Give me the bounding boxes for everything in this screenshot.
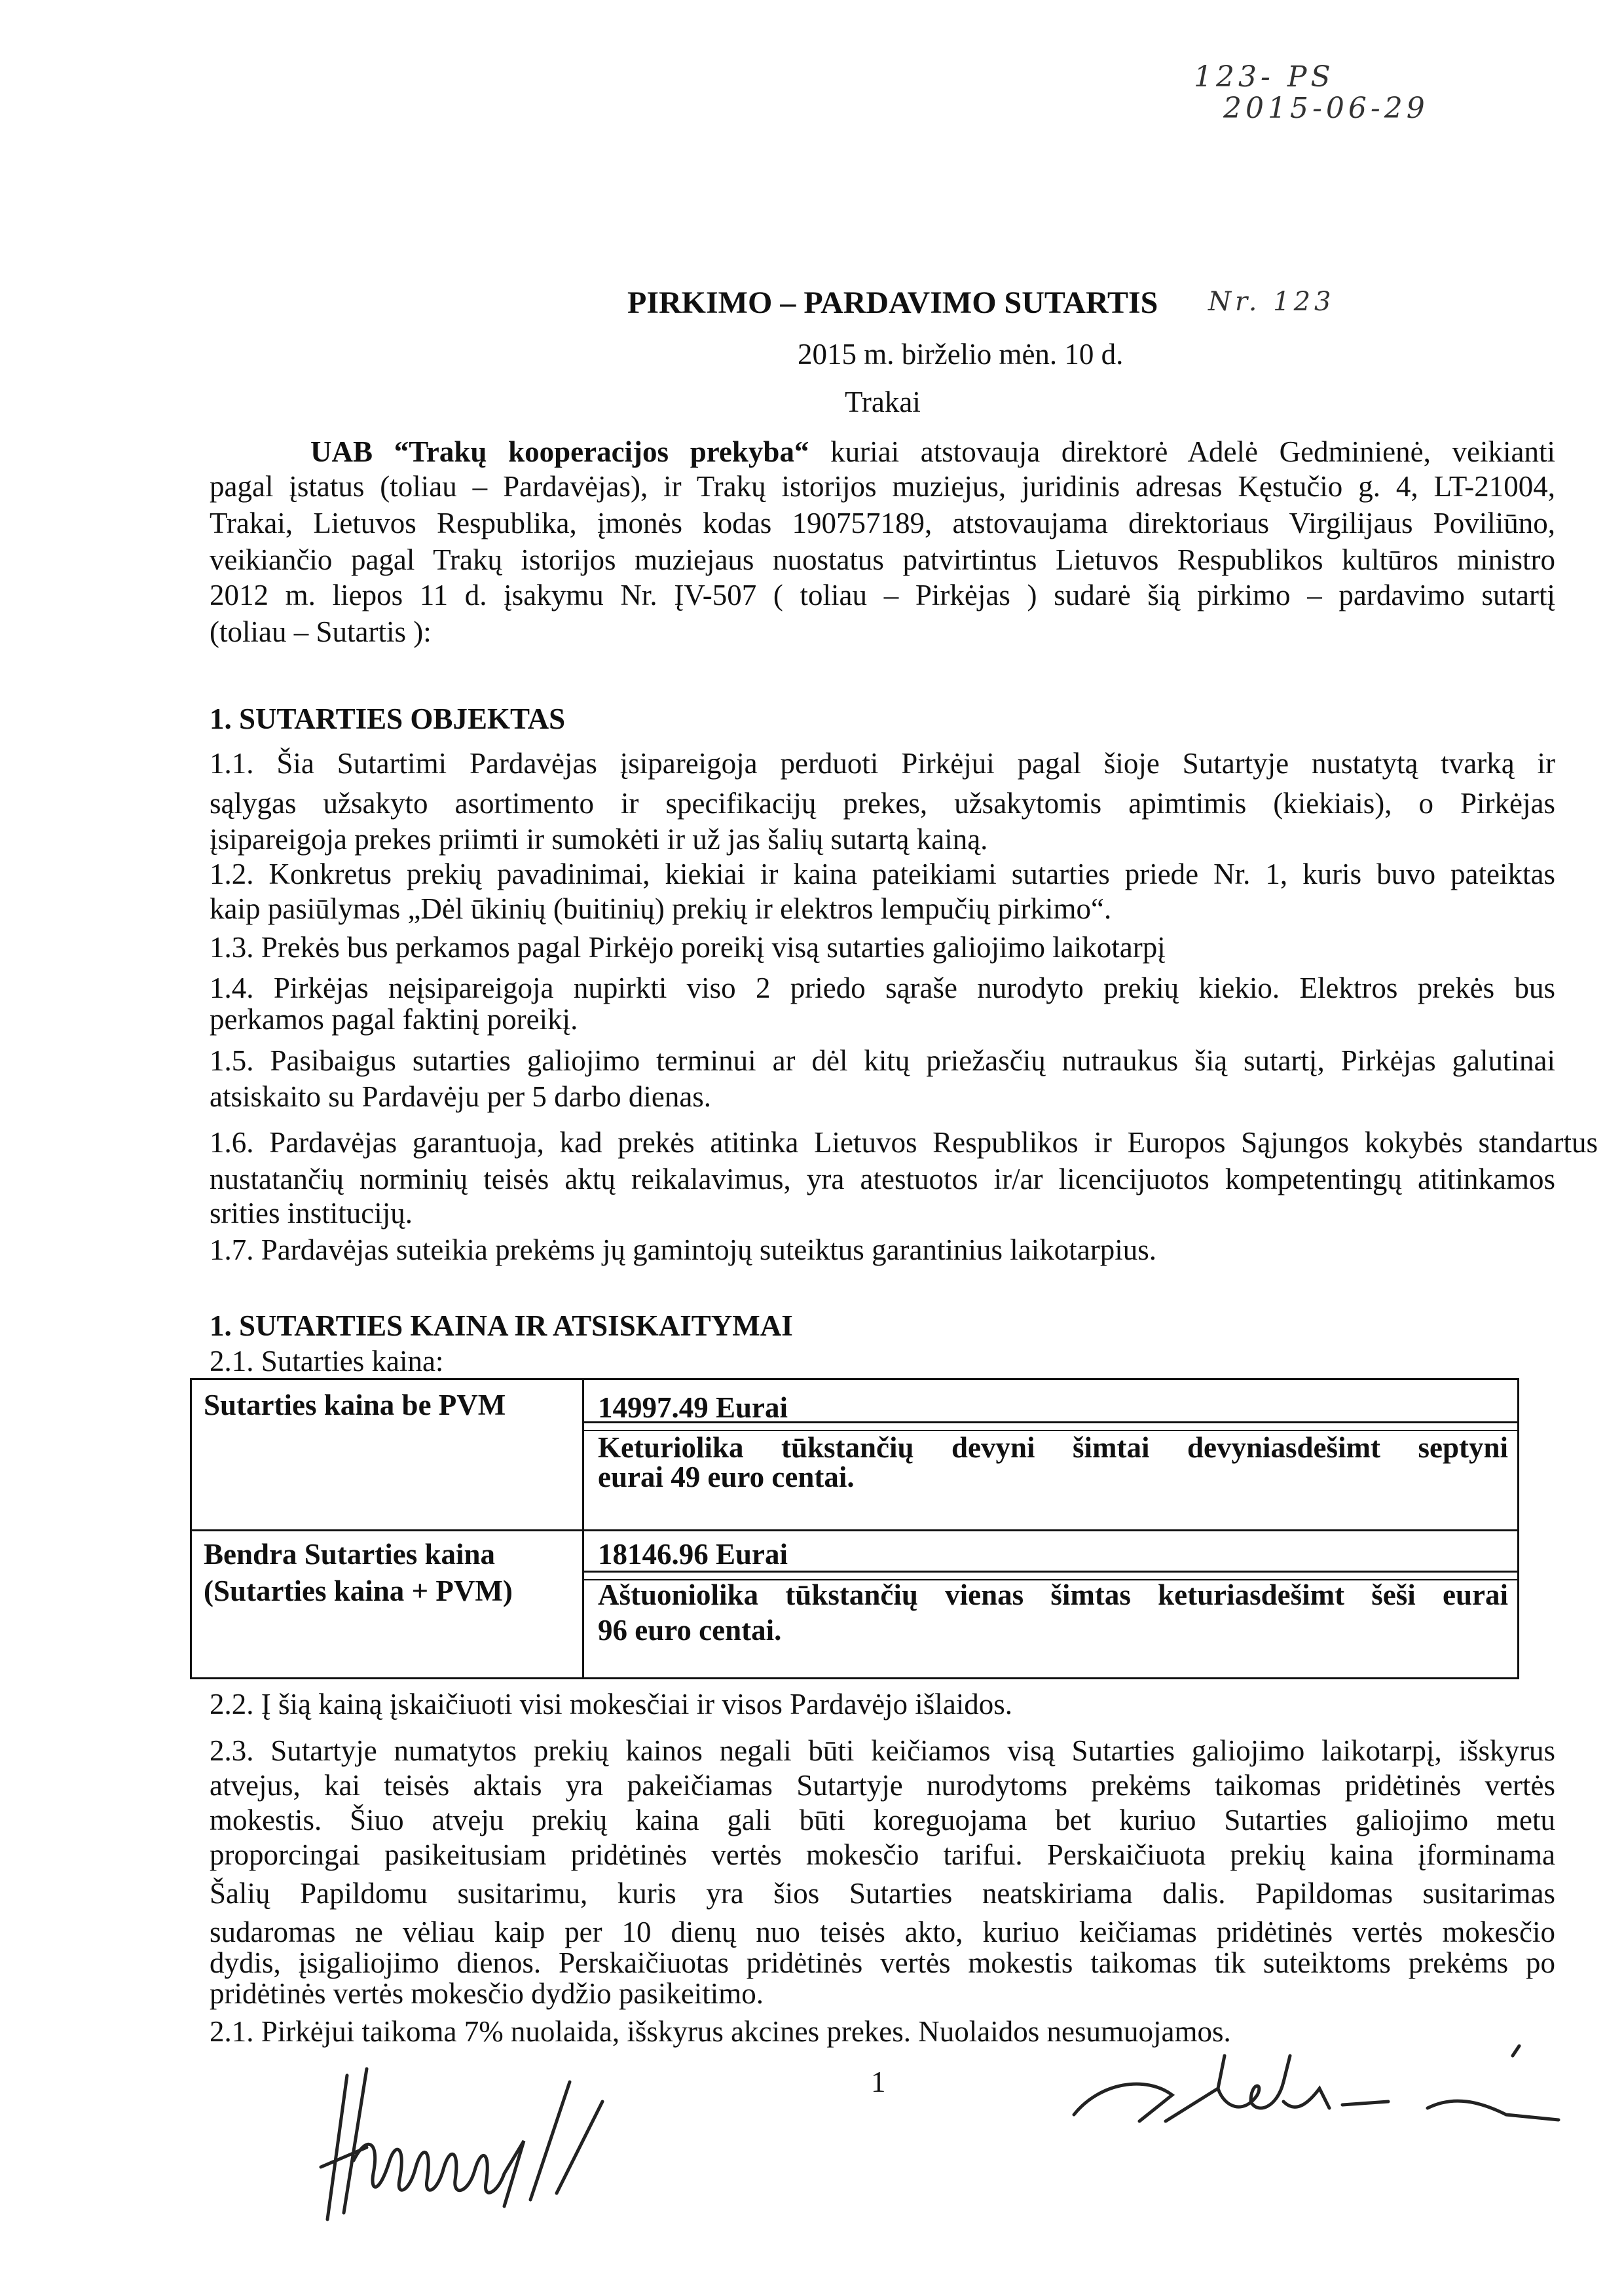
intro-line: pagal įstatus (toliau – Pardavėjas), ir Trakų istorijos muziejus, juridinis adresas Kęstučio g. 4, LT-21004, (210, 470, 1555, 503)
price-table (190, 1378, 1519, 1679)
handwritten-registration-date: 2015-06-29 (1223, 92, 1429, 125)
clause-line: sudaromas ne vėliau kaip per 10 dienų nuo teisės akto, kuriuo keičiamas pridėtinės vertės mokesčio (210, 1916, 1555, 1948)
section-heading: 1. SUTARTIES OBJEKTAS (210, 702, 566, 735)
clause-line: 1.7. Pardavėjas suteikia prekėms jų gamintojų suteiktus garantinius laikotarpius. (210, 1233, 1156, 1266)
clause-line: kaip pasiūlymas „Dėl ūkinių (buitinių) prekių ir elektros lempučių pirkimo“. (210, 892, 1112, 925)
table-divider (192, 1529, 1517, 1531)
row-label: (Sutarties kaina + PVM) (204, 1575, 513, 1607)
row-amount-words: 96 euro centai. (598, 1614, 782, 1647)
clause-line: perkamos pagal faktinį poreikį. (210, 1003, 578, 1036)
clause-line: srities institucijų. (210, 1197, 413, 1230)
clause-line: 1.1. Šia Sutartimi Pardavėjas įsipareigoja perduoti Pirkėjui pagal šioje Sutartyje nustatytą tvarką ir (210, 747, 1555, 780)
clause-line: atvejus, kai teisės aktais yra pakeičiamas Sutartyje nurodytoms prekėms taikomas pridėtinės vertės (210, 1769, 1555, 1802)
clause-line: nustatančių norminių teisės aktų reikalavimus, yra atestuotos ir/ar licencijuotos kompetentingų atitinkamos (210, 1163, 1555, 1195)
clause-line: 1.4. Pirkėjas neįsipareigoja nupirkti viso 2 priedo sąraše nurodyto prekių kiekio. Elektros prekės bus (210, 972, 1555, 1004)
row-label: Sutarties kaina be PVM (204, 1389, 506, 1421)
seller-signature (1061, 2043, 1572, 2134)
page-number: 1 (871, 2066, 886, 2098)
intro-line: Trakai, Lietuvos Respublika, įmonės kodas 190757189, atstovaujama direktoriaus Virgilijaus Poviliūno, (210, 507, 1555, 539)
row-amount-words: Keturiolika tūkstančių devyni šimtai devyniasdešimt septyni (598, 1431, 1508, 1464)
document-title: PIRKIMO – PARDAVIMO SUTARTIS (627, 285, 1158, 320)
handwritten-number: Nr. 123 (1208, 287, 1335, 317)
clause-line: 1.6. Pardavėjas garantuoja, kad prekės atitinka Lietuvos Respublikos ir Europos Sąjungos kokybės standartus (210, 1126, 1598, 1159)
section-heading: 1. SUTARTIES KAINA IR ATSISKAITYMAI (210, 1309, 793, 1342)
clause-line: mokestis. Šiuo atveju prekių kaina gali būti koreguojama bet kuriuo Sutarties galiojimo metu (210, 1804, 1555, 1836)
intro-line: 2012 m. liepos 11 d. įsakymu Nr. ĮV-507 ( toliau – Pirkėjas ) sudarė šią pirkimo – pardavimo sutartį (210, 579, 1555, 611)
clause-line: 1.5. Pasibaigus sutarties galiojimo terminui ar dėl kitų priežasčių nutraukus šią sutartį, Pirkėjas galutinai (210, 1044, 1555, 1077)
clause-line: 2.3. Sutartyje numatytos prekių kainos negali būti keičiamos visą Sutarties galiojimo laikotarpį, išskyrus (210, 1734, 1555, 1767)
clause-line: atsiskaito su Pardavėju per 5 darbo dienas. (210, 1080, 712, 1113)
clause-line: sąlygas užsakyto asortimento ir specifikacijų prekes, užsakytomis apimtimis (kiekiais), o Pirkėjas (210, 787, 1555, 820)
clause-line: 2.2. Į šią kainą įskaičiuoti visi mokesčiai ir visos Pardavėjo išlaidos. (210, 1688, 1013, 1721)
row-amount: 14997.49 Eurai (598, 1391, 788, 1424)
row-amount-words: eurai 49 euro centai. (598, 1461, 855, 1493)
handwritten-registration: 123- PS (1194, 60, 1335, 94)
buyer-signature (308, 2062, 661, 2226)
intro-line (310, 433, 1555, 470)
clause-line: 1.2. Konkretus prekių pavadinimai, kiekiai ir kaina pateikiami sutarties priede Nr. 1, kuris buvo pateiktas (210, 858, 1555, 890)
clause-line: įsipareigoja prekes priimti ir sumokėti ir už jas šalių sutartą kainą. (210, 823, 988, 856)
row-label: Bendra Sutarties kaina (204, 1538, 496, 1571)
document-date: 2015 m. birželio mėn. 10 d. (798, 338, 1124, 371)
clause-line: 2.1. Pirkėjui taikoma 7% nuolaida, išskyrus akcines prekes. Nuolaidos nesumuojamos. (210, 2015, 1231, 2048)
seller-name: UAB “Trakų kooperacijos prekyba“ (310, 435, 809, 468)
clause-line: pridėtinės vertės mokesčio dydžio pasikeitimo. (210, 1977, 764, 2010)
document-place: Trakai (845, 386, 921, 418)
clause-line: Šalių Papildomu susitarimu, kuris yra šios Sutarties neatskiriama dalis. Papildomas susitarimas (210, 1877, 1555, 1910)
clause-line: proporcingai pasikeitusiam pridėtinės vertės mokesčio tarifui. Perskaičiuota prekių kaina įforminama (210, 1838, 1555, 1871)
intro-line: (toliau – Sutartis ): (210, 615, 432, 648)
row-amount: 18146.96 Eurai (598, 1538, 788, 1571)
table-divider (582, 1380, 584, 1677)
price-label: 2.1. Sutarties kaina: (210, 1345, 444, 1377)
row-amount-words: Aštuoniolika tūkstančių vienas šimtas keturiasdešimt šeši eurai (598, 1578, 1508, 1611)
clause-line: 1.3. Prekės bus perkamos pagal Pirkėjo poreikį visą sutarties galiojimo laikotarpį (210, 931, 1166, 964)
intro-line: veikiančio pagal Trakų istorijos muziejaus nuostatus patvirtintus Lietuvos Respublikos kultūros ministro (210, 543, 1555, 576)
clause-line: dydis, įsigaliojimo dienos. Perskaičiuotas pridėtinės vertės mokestis taikomas tik suteiktoms prekėms po (210, 1946, 1555, 1979)
intro-text: kuriai atstovauja direktorė Adelė Gedminienė, veikianti (809, 435, 1556, 468)
